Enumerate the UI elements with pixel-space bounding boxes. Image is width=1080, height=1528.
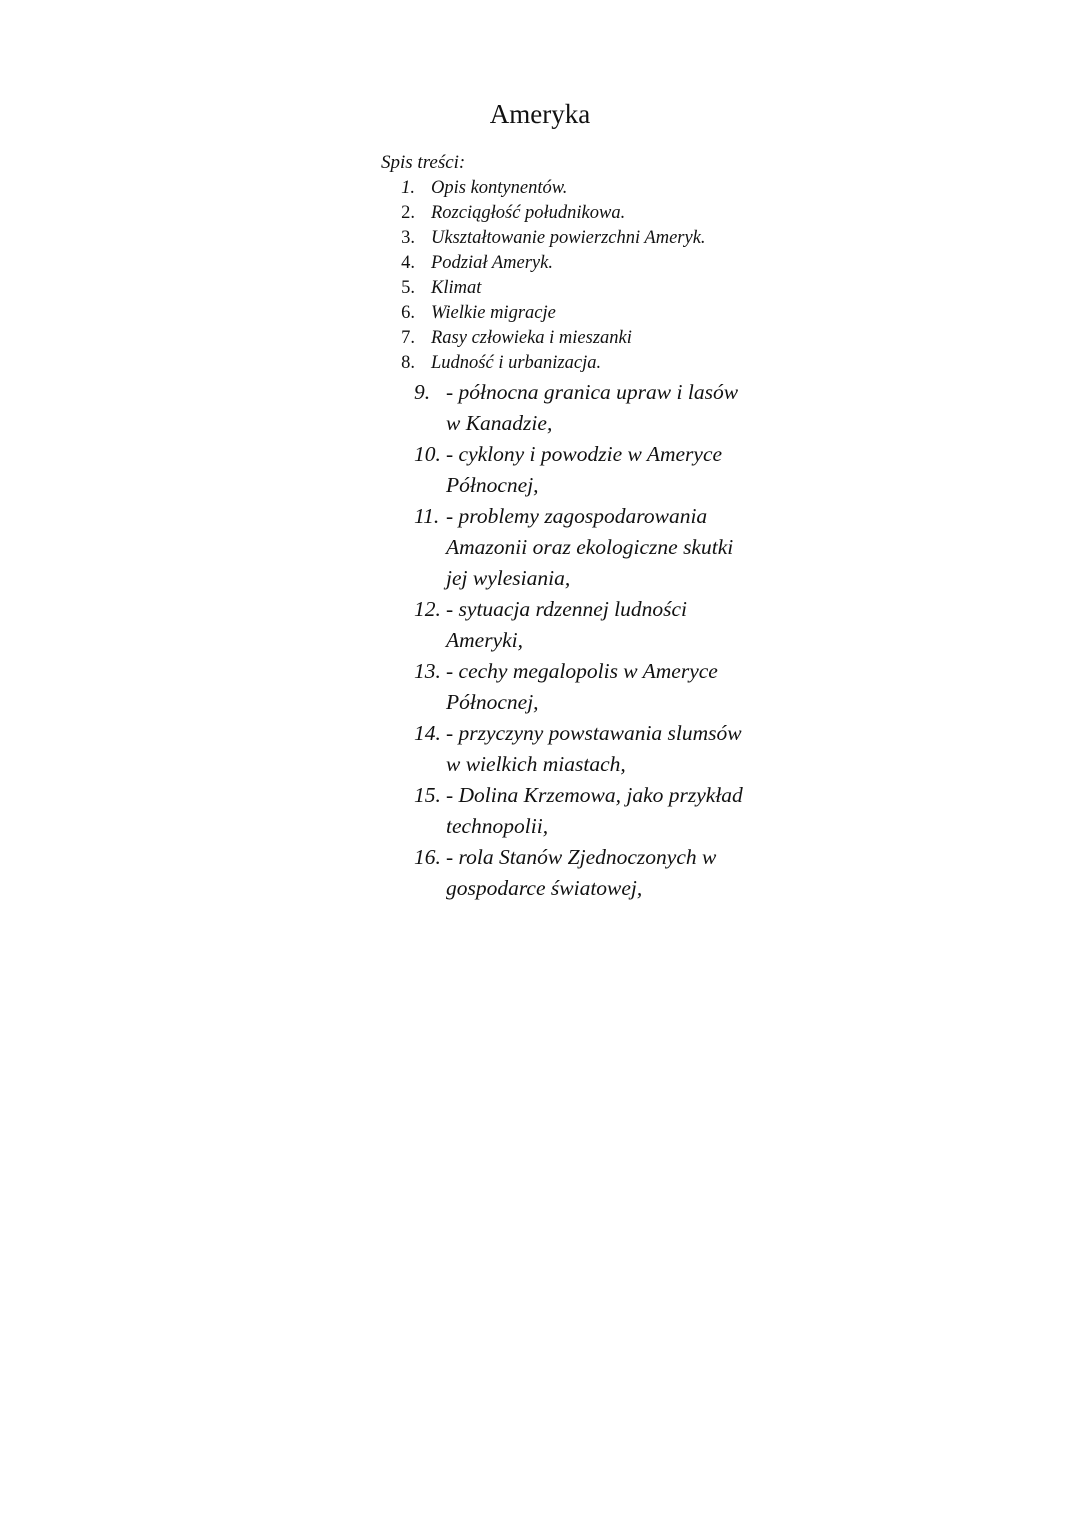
toc-item bbox=[381, 326, 781, 351]
toc-item bbox=[381, 842, 801, 904]
toc-item bbox=[381, 377, 801, 439]
toc-item bbox=[381, 439, 801, 501]
toc-item bbox=[381, 780, 801, 842]
toc-item-number: 8. bbox=[401, 353, 415, 373]
toc-item-text: - sytuacja rdzennej ludności bbox=[446, 597, 688, 621]
toc-item-text: - przyczyny powstawania slumsów bbox=[446, 721, 742, 745]
toc-item-continuation: Północnej, bbox=[446, 473, 539, 497]
toc-item bbox=[381, 226, 781, 251]
toc-item-text: Rasy człowieka i mieszanki bbox=[431, 328, 632, 348]
toc-item-number: 5. bbox=[401, 278, 415, 298]
toc-item bbox=[381, 594, 801, 656]
toc-item-number: 2. bbox=[401, 203, 415, 223]
toc-item-continuation: Ameryki, bbox=[446, 628, 524, 652]
toc-item-number: 10. bbox=[414, 442, 441, 466]
toc-item-text: - cyklony i powodzie w Ameryce bbox=[446, 442, 723, 466]
toc-item-text: - cechy megalopolis w Ameryce bbox=[446, 659, 718, 683]
toc-item-text: - problemy zagospodarowania bbox=[446, 504, 708, 528]
toc-item-text: Rozciągłość południkowa. bbox=[431, 203, 626, 223]
toc-item-number: 14. bbox=[414, 721, 441, 745]
toc-item bbox=[381, 501, 801, 594]
toc-item-number: 13. bbox=[414, 659, 441, 683]
toc-item-text: - rola Stanów Zjednoczonych w bbox=[446, 845, 717, 869]
toc-item-text: Ludność i urbanizacja. bbox=[431, 353, 602, 373]
toc-item-continuation: w Kanadzie, bbox=[446, 411, 553, 435]
toc-item-text: - północna granica upraw i lasów bbox=[446, 380, 739, 404]
page-title: Ameryka bbox=[489, 99, 591, 129]
toc-item-text: Ukształtowanie powierzchni Ameryk. bbox=[431, 228, 706, 248]
toc-item-number: 9. bbox=[414, 380, 431, 404]
toc-item bbox=[381, 276, 781, 301]
toc-item bbox=[381, 201, 781, 226]
toc-item-number: 11. bbox=[414, 504, 440, 528]
toc-item-text: Podział Ameryk. bbox=[431, 253, 553, 273]
toc-heading: Spis treści: bbox=[381, 152, 466, 173]
toc-item bbox=[381, 656, 801, 718]
toc-item-continuation: gospodarce światowej, bbox=[446, 876, 643, 900]
toc-item-number: 4. bbox=[401, 253, 415, 273]
toc-item bbox=[381, 351, 781, 376]
toc-item-continuation: w wielkich miastach, bbox=[446, 752, 626, 776]
toc-item-number: 1. bbox=[401, 178, 415, 198]
toc-item-continuation: Północnej, bbox=[446, 690, 539, 714]
toc-item-continuation: Amazonii oraz ekologiczne skutki jej wylesiania, bbox=[446, 535, 734, 590]
toc-item-number: 6. bbox=[401, 303, 415, 323]
toc-item-text: Klimat bbox=[431, 278, 482, 298]
toc-item-number: 16. bbox=[414, 845, 441, 869]
toc-item-continuation: technopolii, bbox=[446, 814, 549, 838]
toc-item bbox=[381, 251, 781, 276]
table-of-contents bbox=[381, 176, 781, 379]
table-of-contents-extended bbox=[381, 377, 801, 904]
toc-item-number: 7. bbox=[401, 328, 415, 348]
toc-item-number: 3. bbox=[401, 228, 415, 248]
toc-item-number: 15. bbox=[414, 783, 441, 807]
toc-item-number: 12. bbox=[414, 597, 441, 621]
toc-item-text: Wielkie migracje bbox=[431, 303, 556, 323]
toc-item bbox=[381, 718, 801, 780]
toc-item-text: - Dolina Krzemowa, jako przykład bbox=[446, 783, 743, 807]
toc-item-text: Opis kontynentów. bbox=[431, 178, 568, 198]
toc-item bbox=[381, 176, 781, 201]
toc-item bbox=[381, 301, 781, 326]
